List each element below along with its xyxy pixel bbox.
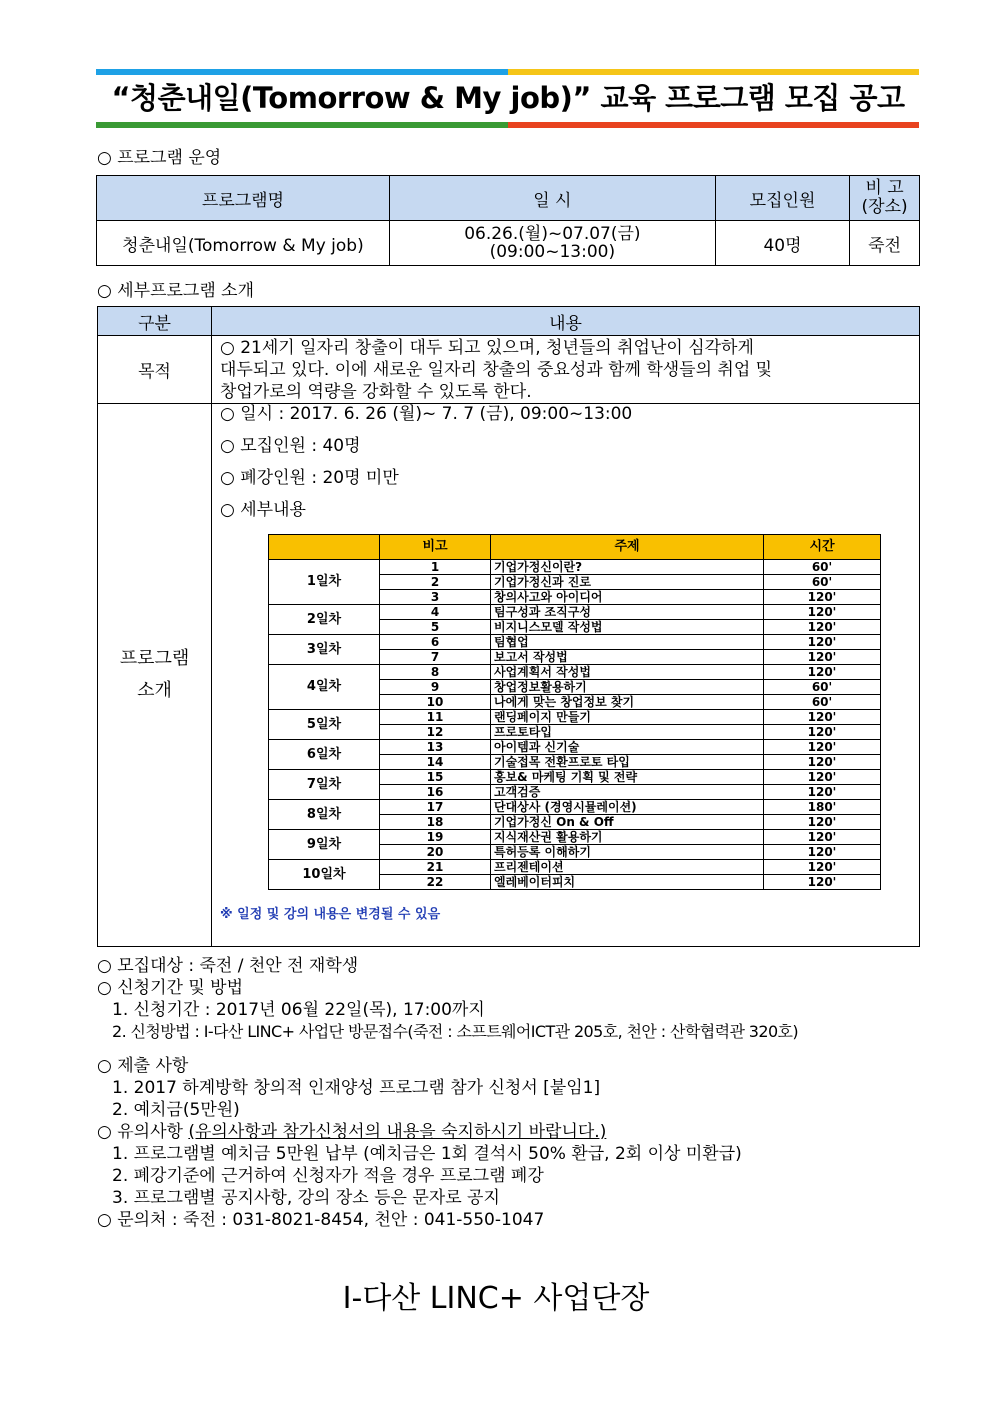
schedule-time: 120' [764,770,881,785]
schedule-day: 4일차 [269,665,380,710]
schedule-time: 60' [764,575,881,590]
top-bar-yellow [508,69,919,75]
sched-th-topic: 주제 [491,535,764,560]
schedule-topic: 아이템과 신기술 [491,740,764,755]
schedule-topic: 홍보& 마케팅 기획 및 전략 [491,770,764,785]
notice-2: 2. 폐강기준에 근거하여 신청자가 적을 경우 프로그램 폐강 [112,1166,544,1186]
schedule-no: 3 [380,590,491,605]
schedule-no: 17 [380,800,491,815]
schedule-topic: 엘레베이터피치 [491,875,764,890]
schedule-no: 6 [380,635,491,650]
purpose-label: 목적 [98,336,212,404]
schedule-topic: 팀구성과 조직구성 [491,605,764,620]
schedule-time: 120' [764,725,881,740]
schedule-topic: 프로토타입 [491,725,764,740]
schedule-no: 21 [380,860,491,875]
schedule-time: 120' [764,740,881,755]
th-datetime: 일 시 [389,176,715,221]
schedule-day: 6일차 [269,740,380,770]
schedule-table [268,534,881,890]
schedule-topic: 비지니스모델 작성법 [491,620,764,635]
schedule-time: 120' [764,635,881,650]
schedule-no: 4 [380,605,491,620]
page-title: “청춘내일(Tomorrow & My job)” 교육 프로그램 모집 공고 [111,81,905,115]
detail-sub: ○ 세부내용 [220,500,306,520]
th-note [850,176,920,221]
schedule-time: 120' [764,665,881,680]
schedule-no: 18 [380,815,491,830]
submit-1: 1. 2017 하계방학 창의적 인재양성 프로그램 참가 신청서 [붙임1] [112,1078,601,1098]
schedule-topic: 고객검증 [491,785,764,800]
schedule-no: 19 [380,830,491,845]
notice-heading [97,1121,606,1143]
period-2: 2. 신청방법 : I-다산 LINC+ 사업단 방문접수(죽전 : 소프트웨어ICT관 205호, 천안 : 산학협력관 320호) [112,1022,799,1041]
submit-2: 2. 예치금(5만원) [112,1100,240,1120]
purpose-line-2: 대두되고 있다. 이에 새로운 일자리 창출의 중요성과 함께 학생들의 취업 및 [220,359,773,380]
schedule-no: 8 [380,665,491,680]
schedule-row [269,860,881,875]
schedule-topic: 지식재산권 활용하기 [491,830,764,845]
schedule-day: 3일차 [269,635,380,665]
bottom-bar-red [508,122,919,128]
top-bar-blue [96,69,508,75]
schedule-day: 8일차 [269,800,380,830]
schedule-row [269,665,881,680]
section1-heading: ○ 프로그램 운영 [97,148,222,168]
schedule-topic: 기업가정신 On & Off [491,815,764,830]
th-note-line2: (장소) [861,197,908,217]
sched-th-time: 시간 [764,535,881,560]
schedule-row [269,635,881,650]
schedule-time: 120' [764,785,881,800]
program-date-line2: (09:00~13:00) [489,242,616,262]
purpose-content [212,336,920,404]
schedule-no: 20 [380,845,491,860]
schedule-time: 60' [764,695,881,710]
period-1: 1. 신청기간 : 2017년 06월 22일(목), 17:00까지 [112,1000,485,1020]
notice-3: 3. 프로그램별 공지사항, 강의 장소 등은 문자로 공지 [112,1188,500,1208]
detail-count: ○ 모집인원 : 40명 [220,436,361,456]
schedule-no: 5 [380,620,491,635]
schedule-topic: 단대상사 (경영시뮬레이션) [491,800,764,815]
th-count: 모집인원 [715,176,849,221]
notice-heading-underlined: (유의사항과 참가신청서의 내용을 숙지하시기 바랍니다.) [188,1122,607,1142]
schedule-no: 15 [380,770,491,785]
schedule-day: 2일차 [269,605,380,635]
schedule-topic: 랜딩페이지 만들기 [491,710,764,725]
schedule-no: 1 [380,560,491,575]
schedule-time: 120' [764,860,881,875]
notice-1: 1. 프로그램별 예치금 5만원 납부 (예치금은 1회 결석시 50% 환급, 2회 이상 미환급) [112,1144,742,1164]
schedule-row [269,800,881,815]
schedule-topic: 보고서 작성법 [491,650,764,665]
schedule-topic: 기업가정신이란? [491,560,764,575]
schedule-topic: 기술접목 전환프로토 타입 [491,755,764,770]
schedule-topic: 팀협업 [491,635,764,650]
schedule-time: 120' [764,590,881,605]
purpose-line-3: 창업가로의 역량을 강화할 수 있도록 한다. [220,381,532,402]
schedule-day: 5일차 [269,710,380,740]
program-count: 40명 [715,221,849,266]
notice-heading-pre: ○ 유의사항 [97,1122,189,1142]
schedule-time: 120' [764,830,881,845]
schedule-no: 14 [380,755,491,770]
program-date [389,221,715,266]
contact: ○ 문의처 : 죽전 : 031-8021-8454, 천안 : 041-550-1047 [97,1210,545,1230]
program-intro-label-1: 프로그램 [119,648,190,669]
sched-th-no: 비고 [380,535,491,560]
schedule-row [269,710,881,725]
schedule-time: 60' [764,560,881,575]
program-intro-label-2: 소개 [137,680,172,701]
schedule-day: 1일차 [269,560,380,605]
schedule-time: 120' [764,815,881,830]
schedule-topic: 사업계획서 작성법 [491,665,764,680]
schedule-no: 12 [380,725,491,740]
schedule-no: 11 [380,710,491,725]
sched-th-day [269,535,380,560]
schedule-note: ※ 일정 및 강의 내용은 변경될 수 있음 [220,907,441,922]
schedule-row [269,740,881,755]
program-date-line1: 06.26.(월)~07.07(금) [464,224,641,244]
th-content: 내용 [212,307,920,336]
schedule-time: 120' [764,650,881,665]
program-place: 죽전 [850,221,920,266]
schedule-row [269,770,881,785]
th-note-line1: 비 고 [865,178,904,198]
schedule-topic: 나에게 맞는 창업정보 찾기 [491,695,764,710]
detail-min: ○ 폐강인원 : 20명 미만 [220,468,399,488]
program-table [96,175,920,266]
schedule-row [269,605,881,620]
schedule-time: 120' [764,605,881,620]
schedule-time: 120' [764,845,881,860]
schedule-topic: 프리젠테이션 [491,860,764,875]
section2-heading: ○ 세부프로그램 소개 [97,281,255,301]
bottom-bar-green [96,122,508,128]
period-heading: ○ 신청기간 및 방법 [97,978,243,998]
footer-signature: I-다산 LINC+ 사업단장 [342,1281,650,1316]
detail-date: ○ 일시 : 2017. 6. 26 (월)~ 7. 7 (금), 09:00~13:00 [220,404,633,424]
schedule-row [269,560,881,575]
program-intro-label [98,404,212,947]
detail-table [97,306,920,947]
purpose-line-1: ○ 21세기 일자리 창출이 대두 되고 있으며, 청년들의 취업난이 심각하게 [220,337,754,358]
submit-heading: ○ 제출 사항 [97,1056,189,1076]
schedule-topic: 창업정보활용하기 [491,680,764,695]
th-program-name: 프로그램명 [97,176,390,221]
schedule-topic: 특허등록 이해하기 [491,845,764,860]
schedule-day: 7일차 [269,770,380,800]
schedule-no: 10 [380,695,491,710]
schedule-no: 16 [380,785,491,800]
schedule-topic: 창의사고와 아이디어 [491,590,764,605]
schedule-day: 10일차 [269,860,380,890]
schedule-no: 13 [380,740,491,755]
target: ○ 모집대상 : 죽전 / 천안 전 재학생 [97,956,359,976]
schedule-no: 2 [380,575,491,590]
schedule-time: 120' [764,875,881,890]
schedule-no: 7 [380,650,491,665]
schedule-time: 120' [764,620,881,635]
program-intro-content [212,404,920,947]
schedule-time: 180' [764,800,881,815]
schedule-time: 120' [764,710,881,725]
th-category: 구분 [98,307,212,336]
schedule-no: 9 [380,680,491,695]
schedule-time: 120' [764,755,881,770]
schedule-no: 22 [380,875,491,890]
schedule-topic: 기업가정신과 진로 [491,575,764,590]
schedule-row [269,830,881,845]
schedule-time: 60' [764,680,881,695]
schedule-day: 9일차 [269,830,380,860]
program-name: 청춘내일(Tomorrow & My job) [97,221,390,266]
